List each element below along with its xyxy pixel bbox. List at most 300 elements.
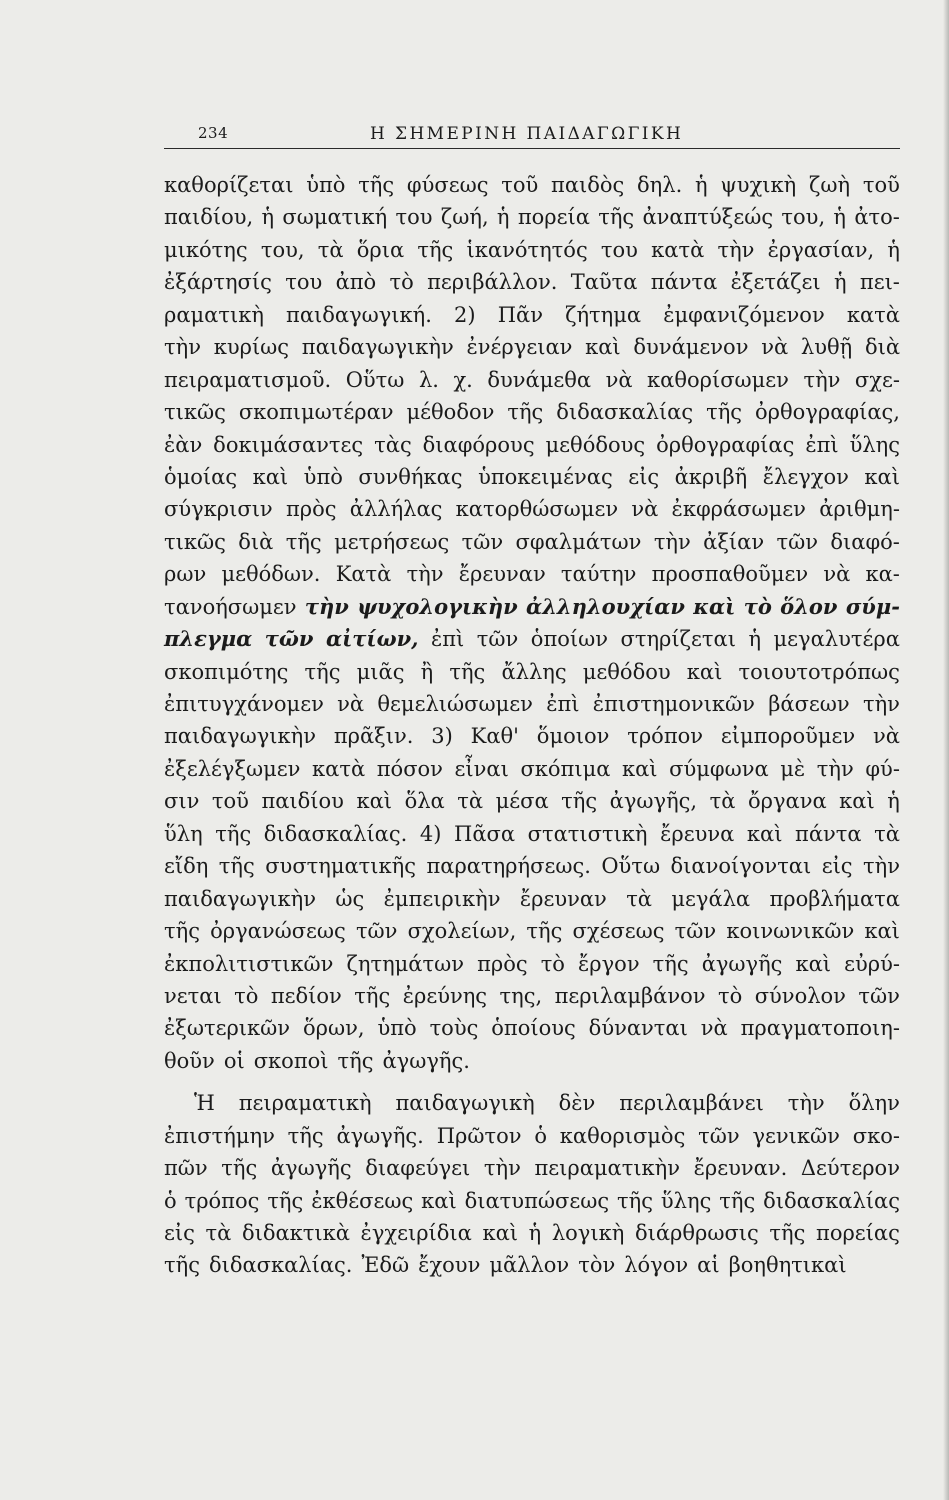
word: κατορθώσωμεν — [455, 497, 619, 522]
word: τρόπος — [184, 1188, 260, 1213]
word: νὰ — [631, 497, 659, 522]
text-line — [164, 753, 900, 785]
word: πορείας — [816, 1221, 900, 1245]
word: σιν — [164, 789, 200, 814]
word: τοὺς — [429, 1016, 479, 1041]
text-line — [164, 1012, 900, 1044]
word: ἀκριβῆ — [674, 464, 748, 489]
text-line — [164, 850, 900, 882]
word: σκοπιμότης — [164, 659, 289, 684]
word: ἔχουν — [418, 1253, 481, 1278]
word: τῆς — [561, 789, 598, 814]
word: τῆς — [507, 400, 544, 425]
paragraph — [164, 169, 900, 1077]
word: ταύτην — [560, 562, 637, 587]
word: μέσα — [495, 789, 549, 814]
text-line — [164, 785, 900, 817]
word: κοινωνικῶν — [726, 919, 855, 944]
word: παιδὸς — [551, 173, 625, 197]
word: παιδαγωγικὴν — [164, 724, 316, 749]
word: ὀργανώσεως — [210, 919, 346, 944]
text-line — [164, 948, 900, 980]
word: ἐρεύνης — [402, 983, 488, 1008]
word: τὴν — [862, 692, 900, 716]
word: διδακτικὰ — [241, 1221, 350, 1245]
word: ἐκπολιτιστικῶν — [164, 951, 334, 976]
word: τῆς — [358, 173, 395, 197]
word: μεθόδου — [582, 659, 671, 684]
word: ἐπὶ — [805, 432, 839, 457]
word: του, — [260, 237, 305, 262]
word: διδασκαλίας. — [263, 821, 408, 846]
word: κατὰ — [651, 237, 705, 262]
word: στηρίζεται — [620, 627, 736, 652]
word: τὴν — [483, 1156, 521, 1181]
word: Κατὰ — [335, 562, 392, 587]
word: τῆς — [218, 854, 255, 879]
word: πειραματικὴ — [238, 1091, 372, 1116]
word: προσπαθοῦμεν — [651, 562, 809, 587]
word: καὶ — [693, 593, 736, 619]
word: ἡ — [887, 237, 900, 262]
word: ἐπιτυγχάνομεν — [164, 692, 324, 716]
word: τοῦ — [501, 173, 539, 197]
text-line — [164, 623, 900, 655]
word: μεγαλυτέρα — [773, 627, 900, 652]
word: σύμφωνα — [669, 756, 769, 781]
word: τῆς — [652, 951, 689, 976]
word: καὶ — [356, 789, 393, 814]
word: φύσεως — [406, 173, 489, 197]
word: ἀγωγῆς, — [609, 789, 698, 814]
word: τρόπον — [627, 724, 704, 749]
word: τῶν — [698, 1123, 740, 1148]
text-line — [164, 980, 900, 1012]
word: τὰ — [874, 821, 900, 846]
word: Καθ' — [470, 724, 519, 749]
word: νὰ — [700, 1016, 728, 1041]
word: σύνολον — [754, 983, 846, 1008]
word: Ἡ — [194, 1091, 215, 1116]
text-line — [164, 558, 900, 590]
word: ἔρευναν — [458, 562, 546, 587]
word: τῆς — [354, 983, 391, 1008]
word: του — [600, 237, 638, 262]
word: ἀγωγῆς — [270, 1156, 352, 1181]
word: τῶν — [776, 529, 819, 554]
word: εἰς — [628, 464, 660, 489]
word: ὁμοίας — [164, 464, 238, 489]
word: ἱκανότητός — [466, 237, 588, 262]
text-line — [164, 883, 900, 915]
word: ἔρευνα — [660, 821, 735, 846]
word: σχολείων, — [407, 919, 517, 944]
word: Οὕτω — [345, 367, 405, 392]
word: ὅλον — [780, 593, 838, 619]
word: νὰ — [823, 562, 851, 587]
body-text — [164, 169, 900, 1282]
word: τῆς — [337, 1048, 374, 1073]
word: ὑπὸ — [306, 173, 346, 197]
word: ἔρευναν. — [693, 1156, 788, 1181]
word: Ἐδῶ — [361, 1253, 410, 1278]
word: παιδαγωγικὴ — [395, 1091, 535, 1116]
word: σύγκρισιν — [164, 497, 273, 522]
word: ἔλεγχον — [762, 464, 849, 489]
word: ἀτο- — [854, 205, 900, 230]
word: παιδίου — [261, 789, 344, 814]
word: παιδαγωγικὴν — [164, 886, 316, 911]
word: ζωή, — [440, 205, 489, 230]
word: ὑπὸ — [377, 1016, 417, 1041]
word: ἐπιστήμην — [164, 1123, 275, 1148]
word: τῆς — [267, 1188, 304, 1213]
word: ὑπὸ — [303, 464, 343, 489]
word: πρᾶξιν. — [333, 724, 414, 749]
word: πῶν — [164, 1156, 208, 1181]
word: τὴν — [803, 367, 841, 392]
word: Ταῦτα — [570, 270, 638, 295]
word: παιδαγωγικὴν — [301, 335, 454, 360]
word: μιᾶς — [356, 659, 405, 684]
word: καὶ — [839, 789, 875, 814]
word: τῆς — [526, 919, 563, 944]
word: σφαλμάτων — [515, 529, 642, 554]
word: ἔρευναν — [519, 886, 607, 911]
word: πρὸς — [285, 497, 337, 522]
word: ἐγχειρίδια — [360, 1221, 472, 1245]
word: παιδαγωγική. — [286, 302, 432, 327]
word: καὶ — [585, 335, 621, 360]
word: τὸ — [234, 983, 259, 1008]
word: ὕλη — [164, 821, 203, 846]
word: πάντα — [795, 821, 862, 846]
page-number: 234 — [198, 124, 229, 142]
word: μετρήσεως — [334, 529, 450, 554]
word: παρατηρήσεως. — [426, 854, 591, 879]
word: νεται — [164, 983, 222, 1008]
word: ψυχολογικὴν — [357, 593, 518, 619]
word: 4) — [419, 821, 442, 846]
word: σωματική — [282, 205, 388, 230]
word: τῆς — [304, 659, 341, 684]
text-line — [164, 1217, 900, 1249]
word: δοκιμάσαντες — [213, 432, 364, 457]
word: προβλήματα — [769, 886, 900, 911]
word: μικότης — [164, 237, 248, 262]
text-line — [164, 169, 900, 201]
word: ἀξίαν — [703, 529, 765, 554]
word: λ. — [418, 367, 439, 392]
word: τοιουτοτρόπως — [738, 659, 900, 684]
word: Πρῶτον — [436, 1123, 522, 1148]
word: τανοήσωμεν — [164, 594, 297, 619]
word: ἐκθέσεως — [311, 1188, 414, 1213]
word: ἡ — [748, 627, 762, 652]
word: γενικῶν — [752, 1123, 840, 1148]
word: ἐξωτερικῶν — [164, 1016, 291, 1041]
word: ἀγωγῆς. — [336, 1123, 424, 1148]
word: τῆς — [769, 1221, 806, 1245]
word: ἢ — [420, 659, 434, 684]
word: ἡ — [528, 1221, 542, 1245]
word: καὶ — [746, 821, 783, 846]
word: ἐξάρτησίς — [164, 270, 272, 295]
word: τῆς — [215, 821, 252, 846]
word: διὰ — [864, 335, 900, 360]
word: πλεγμα — [164, 626, 253, 652]
word: τὰ — [205, 1221, 232, 1245]
word: τῆς — [164, 1253, 200, 1278]
word: τὸ — [717, 983, 743, 1008]
text-line — [164, 1185, 900, 1217]
word: περιλαμβάνει — [619, 1091, 764, 1116]
word: πεδίον — [270, 983, 342, 1008]
text-line — [164, 234, 900, 266]
word: ἔργον — [578, 951, 640, 976]
word: ὡς — [335, 886, 365, 911]
word: διάρθρωσις — [634, 1221, 759, 1245]
word: διανοίγονται — [670, 854, 812, 879]
word: του, — [781, 205, 826, 230]
word: τῶν — [674, 919, 717, 944]
word: σκόπιμα — [520, 756, 611, 781]
word: σχέσεως — [572, 919, 665, 944]
text-line — [164, 461, 900, 493]
word: τῆς — [287, 1123, 324, 1148]
word: τὴν — [304, 593, 349, 619]
word: ὅλην — [848, 1091, 900, 1116]
word: ἄλλης — [501, 659, 567, 684]
word: τῆς — [719, 1188, 756, 1213]
paragraph-gap — [164, 1077, 900, 1087]
word: τοῦ — [862, 173, 900, 197]
word: καθορισμὸς — [559, 1123, 686, 1148]
word: τῆς — [449, 659, 486, 684]
word: ἀριθμη- — [819, 497, 900, 522]
word: ἐὰν — [164, 432, 203, 457]
text-line — [164, 915, 900, 947]
word: εἰς — [164, 1221, 195, 1245]
word: τῶν — [858, 983, 900, 1008]
word: ζήτημα — [565, 302, 642, 327]
word: καὶ — [421, 1188, 457, 1213]
word: κατὰ — [846, 302, 900, 327]
word: τῶν — [355, 919, 398, 944]
word: ζητημάτων — [346, 951, 464, 976]
word: τῆς — [706, 400, 743, 425]
word: του — [395, 205, 433, 230]
text-line — [164, 1120, 900, 1152]
word: τῶν — [476, 627, 519, 652]
word: αἰτίων, — [325, 626, 419, 652]
word: βάσεων — [768, 692, 850, 716]
word: τὴν — [863, 854, 900, 879]
word: τῆς — [164, 919, 200, 944]
word: ἡ — [261, 205, 275, 230]
word: νὰ — [761, 335, 789, 360]
text-line — [164, 331, 900, 363]
word: ἐμφανιζόμενον — [663, 302, 825, 327]
word: πραγματοποιη- — [740, 1016, 900, 1041]
word: Πᾶν — [497, 302, 543, 327]
word: τὴν — [164, 335, 201, 360]
word: τὸ — [389, 270, 414, 295]
word: σκοπιμωτέραν — [238, 400, 394, 425]
word: τὸ — [540, 951, 565, 976]
word: ἡ — [833, 270, 847, 295]
word: πόσον — [376, 756, 443, 781]
running-title: Η ΣΗΜΕΡΙΝΗ ΠΑΙΔΑΓΩΓΙΚΗ — [370, 124, 684, 144]
word: μεθόδων. — [221, 562, 321, 587]
word: πειραματισμοῦ. — [164, 367, 332, 392]
word: καὶ — [622, 756, 658, 781]
word: βοηθητικαὶ — [728, 1253, 847, 1278]
word: Δεύτερον — [800, 1156, 900, 1181]
word: ἐκφράσωμεν — [671, 497, 806, 522]
word: τὰς — [374, 432, 412, 457]
word: ὁ — [164, 1188, 177, 1213]
word: Οὕτω — [601, 854, 661, 879]
text-line — [164, 429, 900, 461]
word: του — [285, 270, 323, 295]
word: συστηματικῆς — [265, 854, 417, 879]
word: ἐνέργειαν — [466, 335, 573, 360]
word: ὅρων, — [302, 1016, 365, 1041]
word: νὰ — [337, 692, 365, 716]
word: μὲ — [780, 756, 806, 781]
word: ὅμοιον — [536, 724, 610, 749]
word: εἶναι — [454, 756, 509, 781]
word: τικῶς — [164, 400, 226, 425]
word: καὶ — [864, 464, 900, 489]
word: ὕλης — [660, 1188, 712, 1213]
text-line — [164, 396, 900, 428]
text-line — [164, 1045, 900, 1077]
word: δὲν — [558, 1091, 596, 1116]
word: πορεία — [517, 205, 590, 230]
word: θεμελιώσωμεν — [377, 692, 533, 716]
word: δυνάμεθα — [487, 367, 592, 392]
word: ὁ — [534, 1123, 547, 1148]
word: ὅλα — [404, 789, 445, 814]
word: σκοποὶ — [253, 1048, 329, 1073]
word: καὶ — [795, 951, 832, 976]
word: ἡ — [695, 173, 708, 197]
word: ἐργασίαν, — [767, 237, 875, 262]
word: ἐξετάζει — [730, 270, 821, 295]
text-line — [164, 526, 900, 558]
running-header — [164, 124, 900, 149]
word: τὸ — [743, 593, 772, 619]
word: οἱ — [223, 1048, 245, 1073]
word: διατυπώσεως — [464, 1188, 610, 1213]
word: ραματικὴ — [164, 302, 264, 327]
word: της, — [499, 983, 543, 1008]
word: νὰ — [873, 724, 900, 749]
word: καθορίζεται — [164, 173, 294, 197]
word: ἐπὶ — [546, 692, 580, 716]
word: τὰ — [317, 237, 344, 262]
word: διαφεύγει — [365, 1156, 471, 1181]
word: μεγάλα — [671, 886, 751, 911]
word: ἡ — [496, 205, 510, 230]
word: ρων — [164, 562, 207, 587]
word: 2) — [454, 302, 476, 327]
word: καὶ — [482, 1221, 519, 1245]
word: λογικὴ — [551, 1221, 625, 1245]
word: διδασκαλίας. — [208, 1253, 353, 1278]
text-line — [164, 299, 900, 331]
word: τὴν — [787, 1091, 825, 1116]
word: πει- — [859, 270, 900, 295]
word: καθορίσωμεν — [647, 367, 789, 392]
word: δύνανται — [588, 1016, 688, 1041]
word: κυρίως — [213, 335, 290, 360]
word: ζωὴ — [809, 173, 851, 197]
word: ἐπὶ — [430, 627, 465, 652]
word: ἐπιστημονικῶν — [592, 692, 755, 716]
text-line — [164, 720, 900, 752]
page-edge-shadow — [943, 0, 949, 1500]
word: ἀπὸ — [335, 270, 377, 295]
text-line — [164, 364, 900, 396]
word: ὄργανα — [747, 789, 827, 814]
word: σχε- — [854, 367, 900, 392]
word: ὕλης — [849, 432, 900, 457]
text-line — [164, 688, 900, 720]
text-line — [164, 1152, 900, 1184]
word: διδασκαλίας — [556, 400, 694, 425]
text-line — [164, 201, 900, 233]
word: ὀρθογραφίας, — [755, 400, 900, 425]
word: τῆς — [285, 529, 322, 554]
word: τὴν — [653, 529, 691, 554]
word: πειραματικὴν — [534, 1156, 681, 1181]
word: τὴν — [406, 562, 444, 587]
word: εἴδη — [164, 854, 209, 879]
text-line — [164, 591, 900, 623]
word: πρὸς — [477, 951, 528, 976]
word: περιβάλλον. — [427, 270, 558, 295]
word: σκο- — [852, 1123, 900, 1148]
word: διὰ — [238, 529, 274, 554]
text-line — [164, 1087, 900, 1119]
word: νὰ — [605, 367, 633, 392]
word: Πᾶσα — [454, 821, 516, 846]
word: 3) — [431, 724, 453, 749]
word: ἀναπτύξεώς — [642, 205, 774, 230]
word: τοῦ — [211, 789, 249, 814]
word: τὰ — [626, 886, 652, 911]
word: ἐμπειρικὴν — [383, 886, 501, 911]
word: σύμ- — [845, 593, 900, 619]
word: μέθοδον — [406, 400, 495, 425]
text-line — [164, 818, 900, 850]
word: τῆς — [598, 205, 635, 230]
word: τῶν — [264, 626, 314, 652]
word: παιδίου, — [164, 205, 254, 230]
word: καὶ — [864, 919, 900, 944]
word: ἀγωγῆς. — [382, 1048, 470, 1073]
word: ψυχικὴ — [720, 173, 797, 197]
word: τῆς — [221, 1156, 258, 1181]
word: τῆς — [417, 237, 454, 262]
word: ὁποίων — [530, 627, 609, 652]
word: διαφό- — [830, 529, 900, 554]
word: ὁποίους — [491, 1016, 576, 1041]
word: εἰς — [821, 854, 853, 879]
